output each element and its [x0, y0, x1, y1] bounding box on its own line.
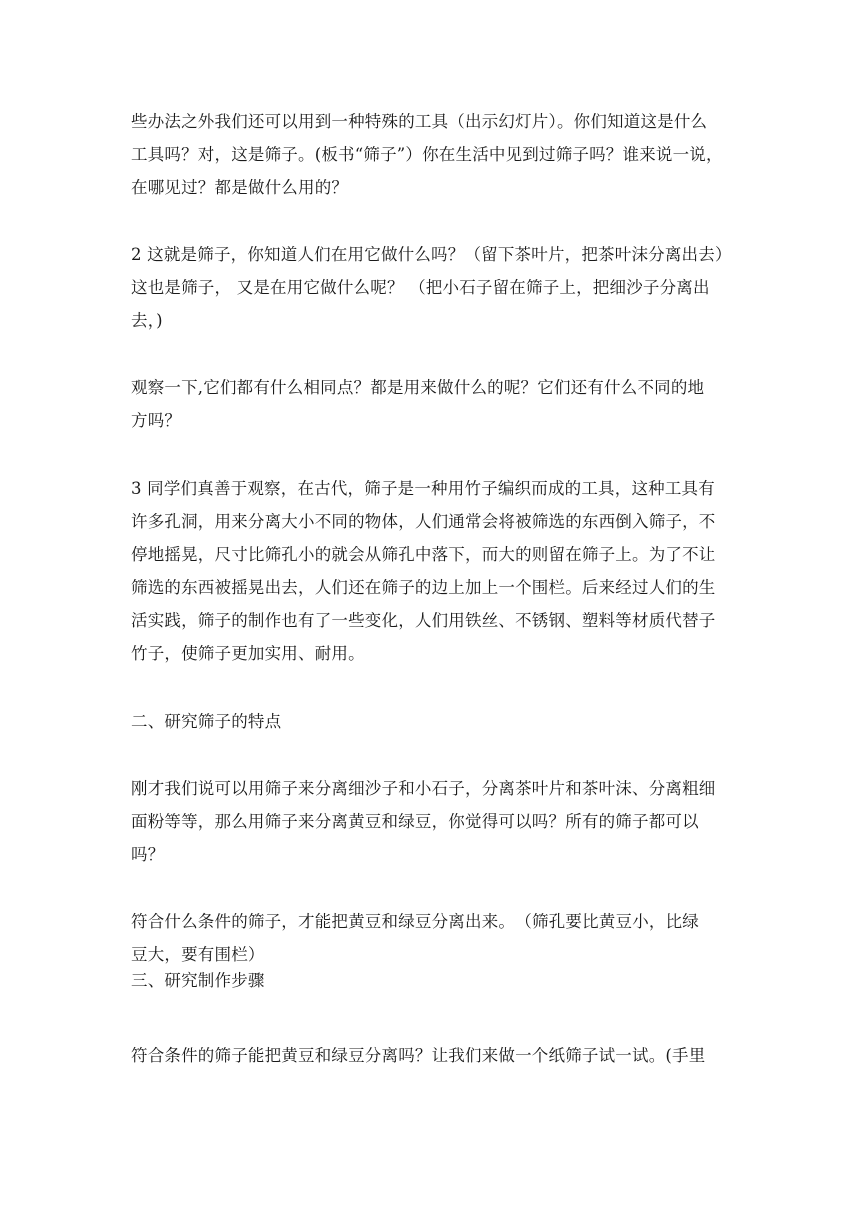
paragraph-4-line-5: 活实践，筛子的制作也有了一些变化，人们用铁丝、不锈钢、塑料等材质代替子 [131, 611, 716, 630]
paragraph-3-line-1: 观察一下,它们都有什么相同点？都是用来做什么的呢？它们还有什么不同的地 [131, 378, 705, 397]
paragraph-4-line-3: 停地摇晃，尺寸比筛孔小的就会从筛孔中落下，而大的则留在筛子上。为了不让 [131, 545, 716, 564]
section-heading-three: 三、研究制作步骤 [131, 971, 265, 990]
paragraph-4-line-6: 竹子，使筛子更加实用、耐用。 [131, 644, 365, 663]
paragraph-1-line-1: 些办法之外我们还可以用到一种特殊的工具（出示幻灯片）。你们知道这是什么 [131, 112, 708, 131]
paragraph-2-line-2: 这也是筛子， 又是在用它做什么呢？ （把小石子留在筛子上，把细沙子分离出 [131, 278, 710, 297]
paragraph-4-line-4: 筛选的东西被摇晃出去，人们还在筛子的边上加上一个围栏。后来经过人们的生 [131, 578, 716, 597]
paragraph-6-line-1: 刚才我们说可以用筛子来分离细沙子和小石子，分离茶叶片和茶叶沫、分离粗细 [131, 779, 716, 798]
paragraph-2-line-1: 2 这就是筛子，你知道人们在用它做什么吗？（留下茶叶片，把茶叶沫分离出去） [131, 245, 732, 264]
paragraph-3-line-2: 方吗？ [131, 411, 182, 430]
paragraph-7-line-1: 符合什么条件的筛子，才能把黄豆和绿豆分离出来。 （筛孔要比黄豆小，比绿 [131, 912, 699, 931]
section-heading-two: 二、研究筛子的特点 [131, 712, 282, 731]
paragraph-1-line-3: 在哪见过？都是做什么用的？ [131, 178, 349, 197]
paragraph-7-line-2: 豆大，要有围栏） [131, 945, 265, 964]
paragraph-2-line-3: 去，) [131, 311, 163, 330]
paragraph-4-line-1: 3 同学们真善于观察，在古代，筛子是一种用竹子编织而成的工具，这种工具有 [131, 479, 715, 498]
paragraph-4-line-2: 许多孔洞，用来分离大小不同的物体，人们通常会将被筛选的东西倒入筛子，不 [131, 512, 716, 531]
paragraph-8-line-1: 符合条件的筛子能把黄豆和绿豆分离吗？让我们来做一个纸筛子试一试。(手里 [131, 1046, 706, 1065]
paragraph-6-line-3: 吗？ [131, 845, 165, 864]
paragraph-1-line-2: 工具吗？对，这是筛子。(板书“筛子”）你在生活中见到过筛子吗？谁来说一说， [131, 145, 723, 164]
paragraph-6-line-2: 面粉等等，那么用筛子来分离黄豆和绿豆，你觉得可以吗？所有的筛子都可以 [131, 812, 699, 831]
